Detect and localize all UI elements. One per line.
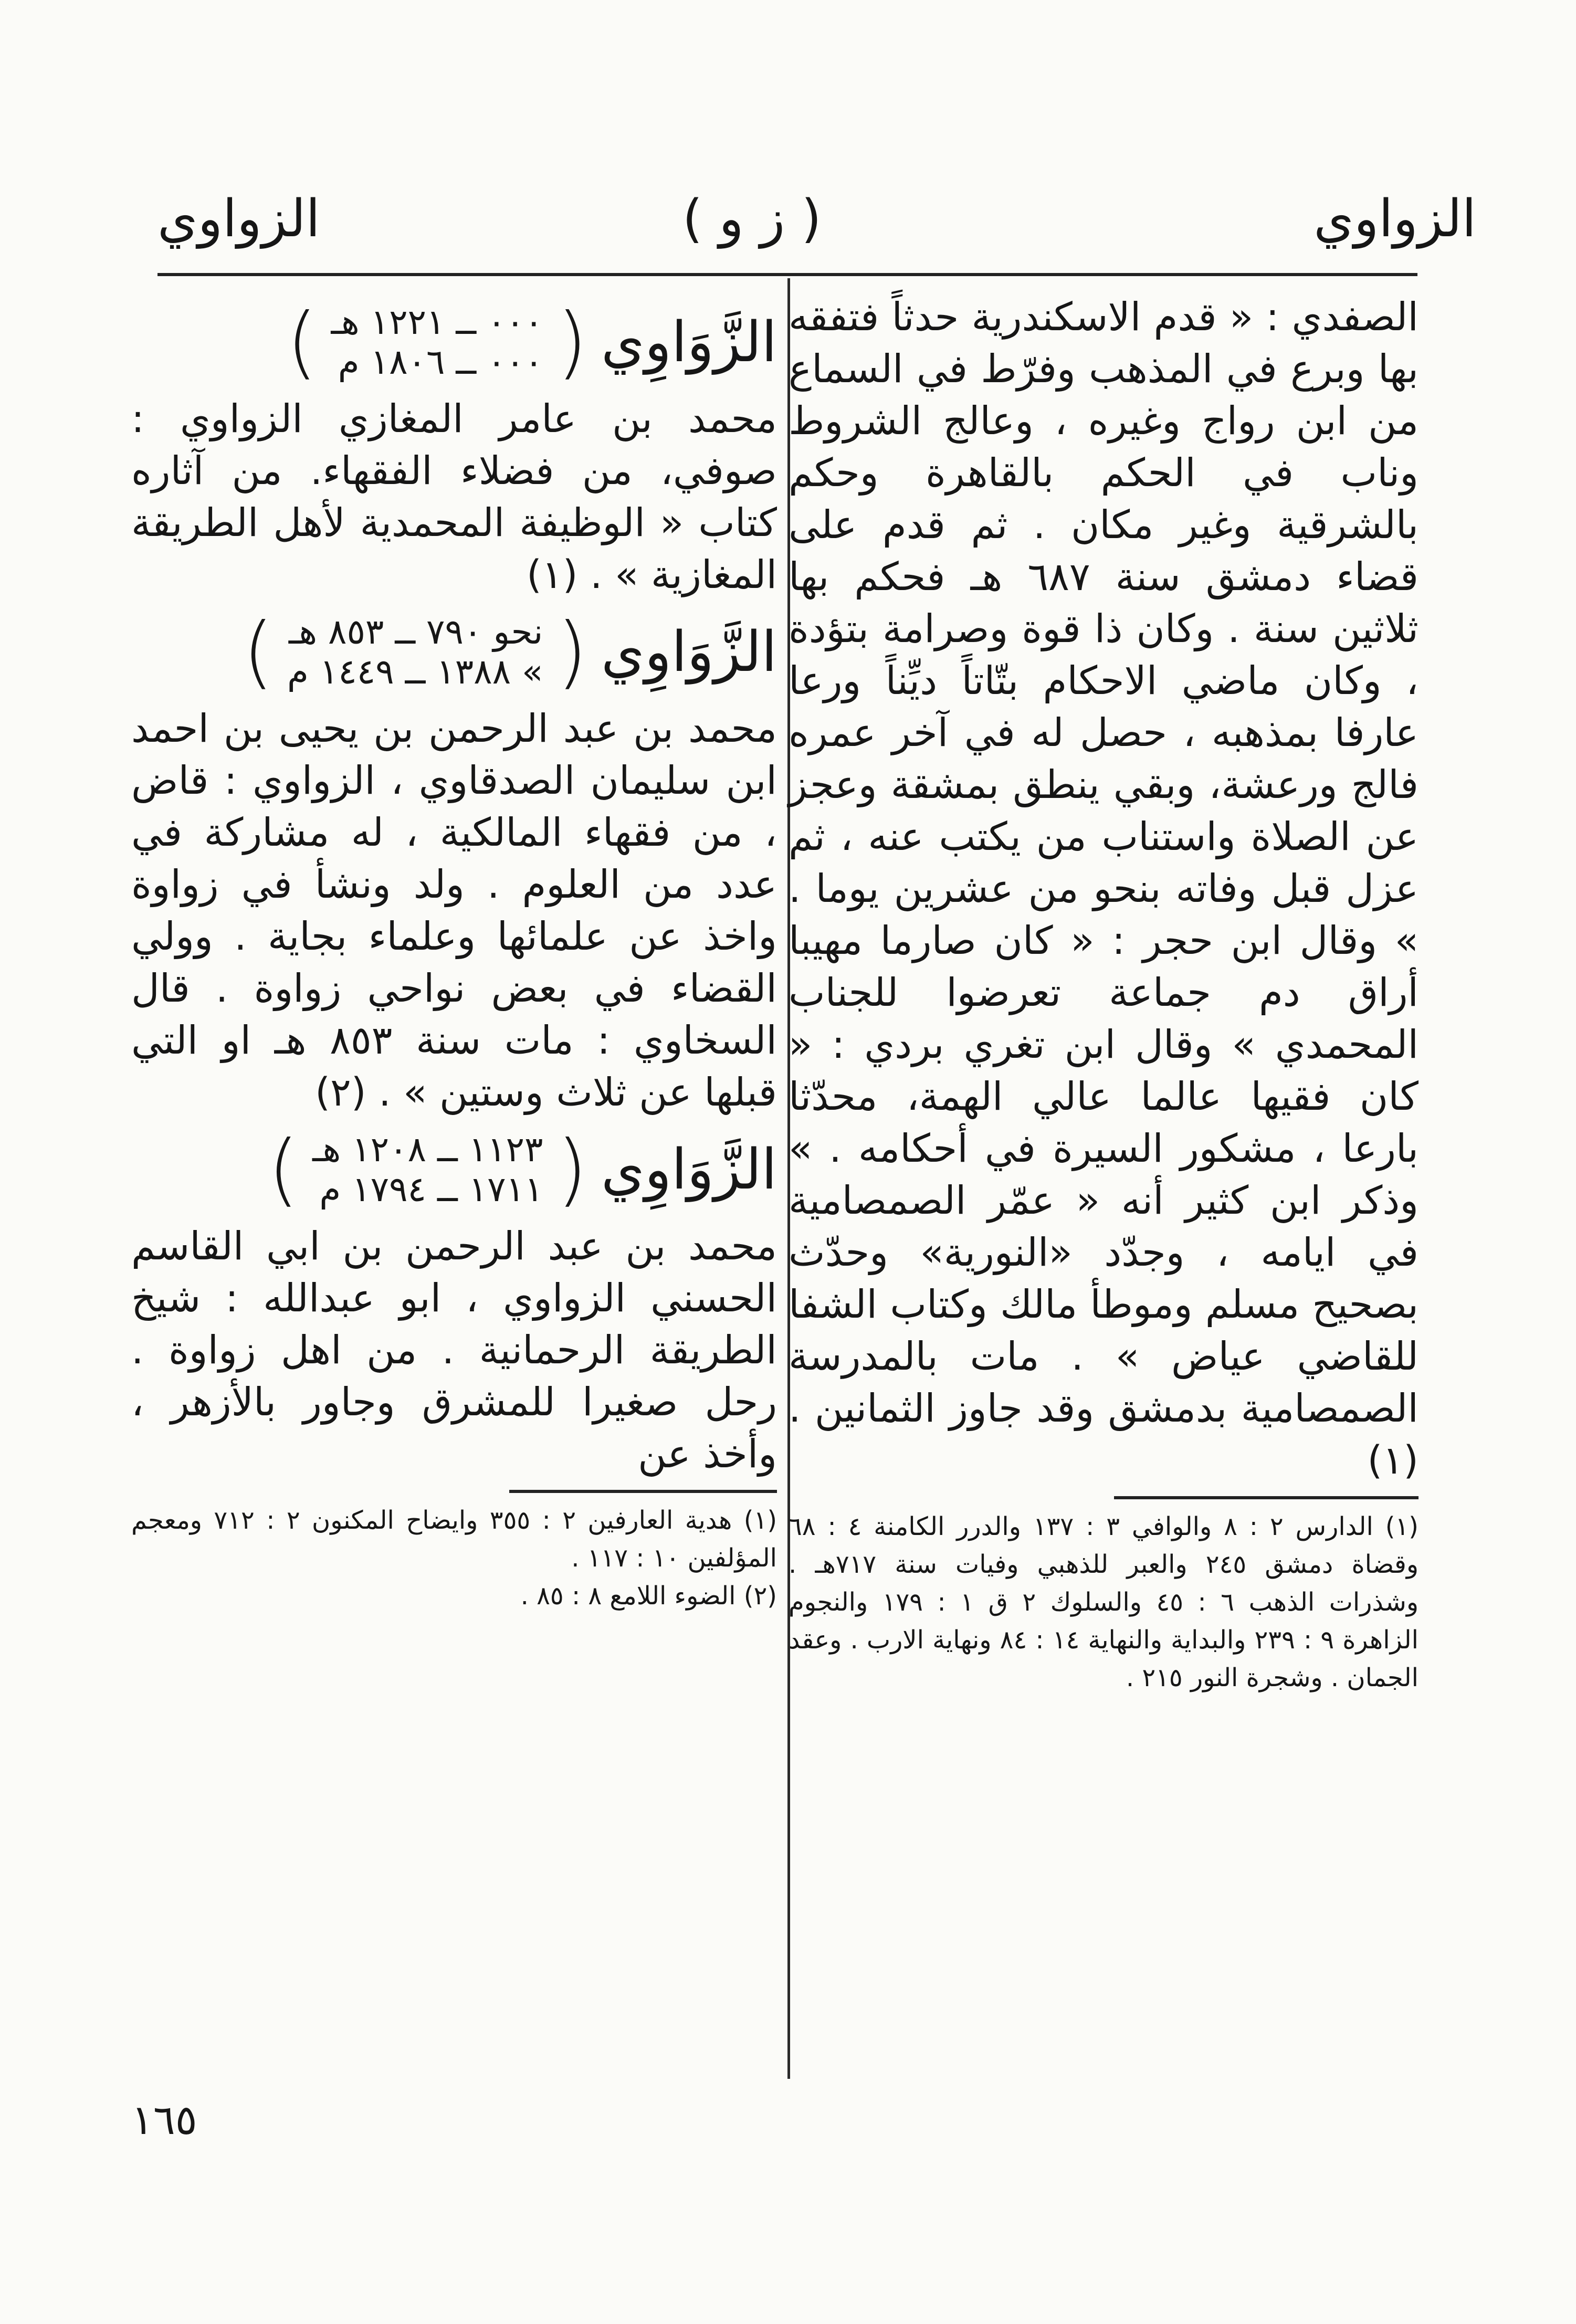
right-column	[789, 291, 1419, 1697]
left-column	[131, 291, 777, 1615]
entry-name: الزَّوَاوِي	[601, 310, 777, 374]
header-rule	[157, 273, 1417, 276]
entry-text: محمد بن عبد الرحمن بن ابي القاسم الحسني الزواوي ، ابو عبدالله : شيخ الطريقة الرحمانية . من اهل زواوة . رحل صغيرا للمشرق وجاور بالأزهر ، وأخذ عن	[131, 1224, 777, 1477]
footnote-rule	[509, 1490, 777, 1493]
entry-dates	[331, 302, 543, 382]
entry-name: الزَّوَاوِي	[601, 1137, 777, 1202]
dates-gregorian: » ١٣٨٨ ــ ١٤٤٩ م	[287, 651, 543, 692]
entry-text: محمد بن عبد الرحمن بن يحيى بن احمد ابن سليمان الصدقاوي ، الزواوي : قاض ، من فقهاء المالكية ، له مشاركة في عدد من العلوم . ولد ونشأ في زواوة واخذ عن علمائها وعلماء بجاية . وولي القضاء في بعض نواحي زواوة . قال السخاوي : مات سنة ٨٥٣ هـ او التي قبلها عن ثلاث وستين » . (٢)	[131, 706, 777, 1115]
entry-name: الزَّوَاوِي	[601, 619, 777, 684]
page-number: ١٦٥	[131, 2097, 197, 2144]
entry-heading	[131, 298, 777, 387]
running-head-letters: ( ز و )	[682, 189, 822, 249]
dates-hijri: ٠٠٠ ــ ١٢٢١ هـ	[331, 302, 543, 342]
entry-heading	[131, 607, 777, 697]
dates-hijri: ١١٢٣ ــ ١٢٠٨ هـ	[312, 1129, 543, 1170]
footnote-1: (١) هدية العارفين ٢ : ٣٥٥ وايضاح المكنون ٢ : ٧١٢ ومعجم المؤلفين ١٠ : ١١٧ .	[131, 1506, 778, 1573]
close-paren: )	[243, 606, 274, 698]
entry-text: محمد بن عامر المغازي الزواوي : صوفي، من فضلاء الفقهاء. من آثاره كتاب « الوظيفة المحمدية لأهل الطريقة المغازية » . (١)	[131, 396, 777, 597]
dates-gregorian: ٠٠٠ ــ ١٨٠٦ م	[338, 342, 543, 382]
open-paren: (	[556, 297, 587, 388]
footnote-2: (٢) الضوء اللامع ٨ : ٨٥ .	[520, 1581, 777, 1611]
running-head-right: الزواوي	[1314, 189, 1476, 249]
footnote-rule	[1114, 1496, 1419, 1499]
close-paren: )	[268, 1124, 299, 1215]
open-paren: (	[556, 606, 587, 698]
open-paren: (	[556, 1124, 587, 1215]
right-column-text: الصفدي : « قدم الاسكندرية حدثاً فتفقه بها وبرع في المذهب وفرّط في السماع من ابن رواج وغيره ، وعالج الشروط وناب في الحكم بالقاهرة وحكم بالشرقية وغير مكان . ثم قدم على قضاء دمشق سنة ٦٨٧ هـ فحكم بها ثلاثين سنة . وكان ذا قوة وصرامة بتؤدة ، وكان ماضي الاحكام بتّاتاً ديِّناً ورعا عارفا بمذهبه ، حصل له في آخر عمره فالج ورعشة، وبقي ينطق بمشقة وعجز عن الصلاة واستناب من يكتب عنه ، ثم عزل قبل وفاته بنحو من عشرين يوما . » وقال ابن حجر : « كان صارما مهيبا أراق دم جماعة تعرضوا للجناب المحمدي » وقال ابن تغري بردي : « كان فقيها عالما عالي الهمة، محدّثا بارعا ، مشكور السيرة في أحكامه . » وذكر ابن كثير أنه « عمّر الصمصامية في ايامه ، وجدّد «النورية» وحدّث بصحيح مسلم وموطأ مالك وكتاب الشفا للقاضي عياض » . مات بالمدرسة الصمصامية بدمشق وقد جاوز الثمانين . (١)	[789, 295, 1419, 1483]
dates-gregorian: ١٧١١ ــ ١٧٩٤ م	[319, 1169, 543, 1210]
entry-heading	[131, 1125, 777, 1214]
entry-dates	[312, 1130, 543, 1210]
right-footnote: (١) الدارس ٢ : ٨ والوافي ٣ : ١٣٧ والدرر الكامنة ٤ : ٦٨ وقضاة دمشق ٢٤٥ والعبر للذهبي وفيات سنة ٧١٧هـ . وشذرات الذهب ٦ : ٤٥ والسلوك ٢ ق ١ : ١٧٩ والنجوم الزاهرة ٩ : ٢٣٩ والبداية والنهاية ١٤ : ٨٤ ونهاية الارب . وعقد الجمان . وشجرة النور ٢١٥ .	[789, 1512, 1419, 1692]
close-paren: )	[286, 297, 318, 388]
running-head-left: الزواوي	[157, 189, 320, 249]
dates-hijri: نحو ٧٩٠ ــ ٨٥٣ هـ	[288, 612, 543, 652]
entry-dates	[287, 612, 543, 692]
